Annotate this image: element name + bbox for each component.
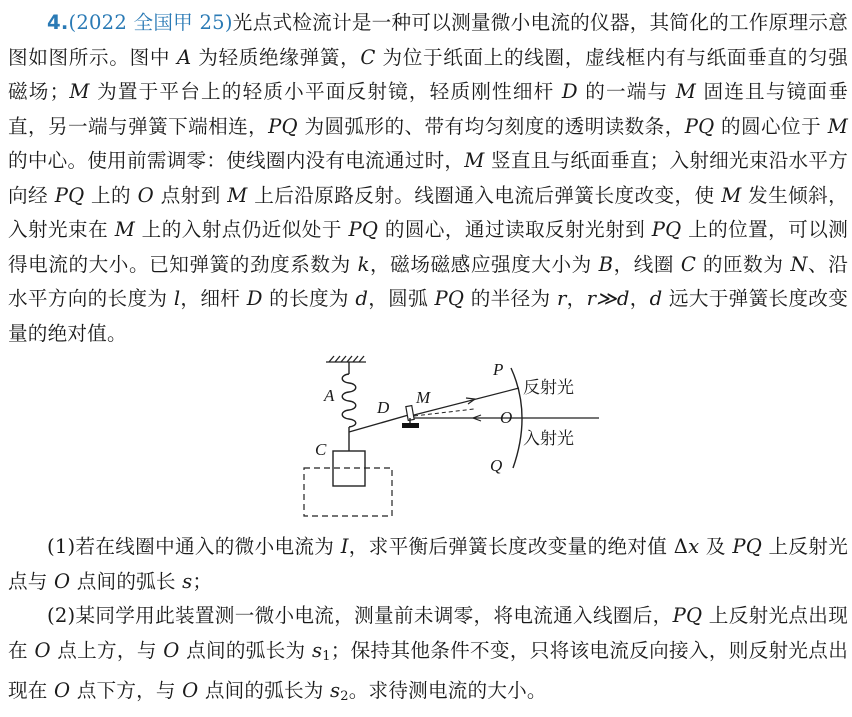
text: 上后沿原路反射。线圈通入电流后弹簧长度改变，使: [247, 183, 722, 207]
label-d: D: [377, 398, 390, 417]
var: d: [355, 287, 369, 310]
subscript: 1: [322, 648, 331, 664]
text: 的匝数为: [696, 252, 791, 276]
text: ，圆弧: [368, 287, 435, 310]
var: C: [360, 45, 376, 69]
var: s: [182, 569, 193, 593]
text: 的中心。使用前需调零：使线圈内没有电流通过时，: [8, 149, 465, 172]
text: 的半径为: [464, 287, 557, 310]
text: 上的位置，可以测得电流的大小。已知弹簧的劲度系数为: [8, 218, 849, 276]
var: r: [556, 287, 567, 310]
mirror-m: [406, 406, 414, 424]
var: PQ: [268, 114, 298, 138]
text: 为置于平台上的轻质小平面反射镜，轻质刚性细杆: [89, 80, 562, 103]
var: r≫d: [586, 287, 630, 310]
text: ，: [566, 287, 587, 310]
label-p: P: [493, 360, 504, 379]
var: A: [177, 45, 192, 69]
text: ，: [629, 287, 650, 310]
text: 光点式检流计是一种可以测量微小电流的仪器，其简化的工作原理示意图如图所示。图中: [8, 11, 848, 69]
label-o: O: [500, 408, 513, 427]
text: 上反射光点与: [8, 535, 848, 593]
text: (1)若在线圈中通入的微小电流为: [47, 535, 341, 558]
var: O: [54, 569, 71, 593]
platform: [402, 423, 419, 428]
apparatus-figure: [8, 354, 852, 524]
text: 上的: [84, 183, 138, 207]
var: B: [598, 252, 614, 276]
text: ，磁场磁感应强度大小为: [369, 252, 599, 276]
label-reflected-light: 反射光: [523, 378, 574, 397]
var: M: [827, 114, 848, 138]
text: 点上方，与: [50, 638, 164, 662]
var: PQ: [434, 287, 465, 310]
var: s: [312, 638, 323, 662]
var: O: [163, 638, 180, 662]
text: ；: [192, 569, 213, 593]
var: x: [688, 535, 700, 558]
text: 竖直且与纸面垂直；入射细光束沿水平方向经: [8, 149, 848, 207]
text: 为轻质绝缘弹簧，: [191, 45, 361, 69]
label-m: M: [416, 388, 431, 407]
text: ，求平衡后弹簧长度改变量的绝对值 Δ: [348, 535, 689, 558]
text: 为位于纸面上的线圈，虚线框内有与纸面垂直的匀强磁场；: [8, 45, 849, 103]
ceiling-support: [326, 356, 366, 362]
var: N: [790, 252, 808, 276]
subscript: 2: [340, 689, 349, 704]
var: C: [680, 252, 697, 276]
var: M: [721, 183, 742, 207]
var: D: [561, 80, 578, 103]
text: 点间的弧长为: [198, 679, 331, 702]
label-a: A: [324, 386, 335, 405]
var: PQ: [54, 183, 85, 207]
text: 发生倾斜，入射光束在: [8, 183, 848, 241]
text: ，线圈: [613, 252, 681, 276]
var: PQ: [672, 604, 703, 627]
sub-questions: [8, 530, 848, 715]
sub-question-2: [8, 599, 848, 715]
text: 的圆心位于: [714, 114, 828, 138]
text: 。求待测电流的大小。: [348, 679, 547, 702]
text: 的一端与: [577, 80, 676, 103]
var: M: [675, 80, 697, 103]
var: O: [182, 679, 199, 702]
apparatus-diagram: [8, 354, 852, 524]
label-incident-light: 入射光: [523, 429, 574, 448]
text: 点间的弧长为: [179, 638, 312, 662]
text: 远大于弹簧长度改变量的绝对值。: [8, 287, 849, 345]
problem: [8, 6, 848, 715]
text: 上反射光点出现在: [8, 604, 849, 662]
var: PQ: [348, 218, 379, 241]
var: D: [246, 287, 263, 310]
text: 的长度为: [262, 287, 356, 310]
text: 固连且与镜面垂直，另一端与弹簧下端相连，: [8, 80, 848, 138]
label-c: C: [315, 440, 327, 459]
var: O: [54, 679, 71, 702]
text: ；保持其他条件不变，只将该电流反向接入，则反射光点出现在: [8, 638, 849, 702]
text: 点间的弧长: [70, 569, 183, 593]
var: O: [137, 183, 154, 207]
sub-question-1: [8, 530, 848, 599]
text: 及: [699, 535, 733, 558]
var: PQ: [651, 218, 682, 241]
var: M: [69, 80, 90, 103]
var: PQ: [732, 535, 762, 558]
text: ，细杆: [180, 287, 247, 310]
var: M: [114, 218, 136, 241]
problem-statement: [8, 6, 848, 351]
question-source: (2022 全国甲 25): [68, 11, 233, 34]
var: I: [340, 535, 349, 558]
text: 上的入射点仍近似处于: [135, 218, 349, 241]
var: s: [330, 679, 341, 702]
label-q: Q: [490, 456, 503, 475]
var: O: [34, 638, 51, 662]
spring-a: [342, 362, 356, 452]
var: d: [649, 287, 663, 310]
text: (2)某同学用此装置测一微小电流，测量前未调零，将电流通入线圈后，: [47, 604, 673, 627]
var: M: [464, 149, 485, 172]
var: k: [357, 252, 370, 276]
text: 为圆弧形的、带有均匀刻度的透明读数条，: [297, 114, 685, 138]
var: M: [227, 183, 248, 207]
var: PQ: [684, 114, 715, 138]
var: l: [173, 287, 181, 310]
question-number: 4.: [47, 11, 69, 34]
text: 的圆心，通过读取反射光射到: [378, 218, 652, 241]
text: 点射到: [153, 183, 228, 207]
text: 点下方，与: [70, 679, 183, 702]
text: 、沿水平方向的长度为: [8, 252, 848, 310]
